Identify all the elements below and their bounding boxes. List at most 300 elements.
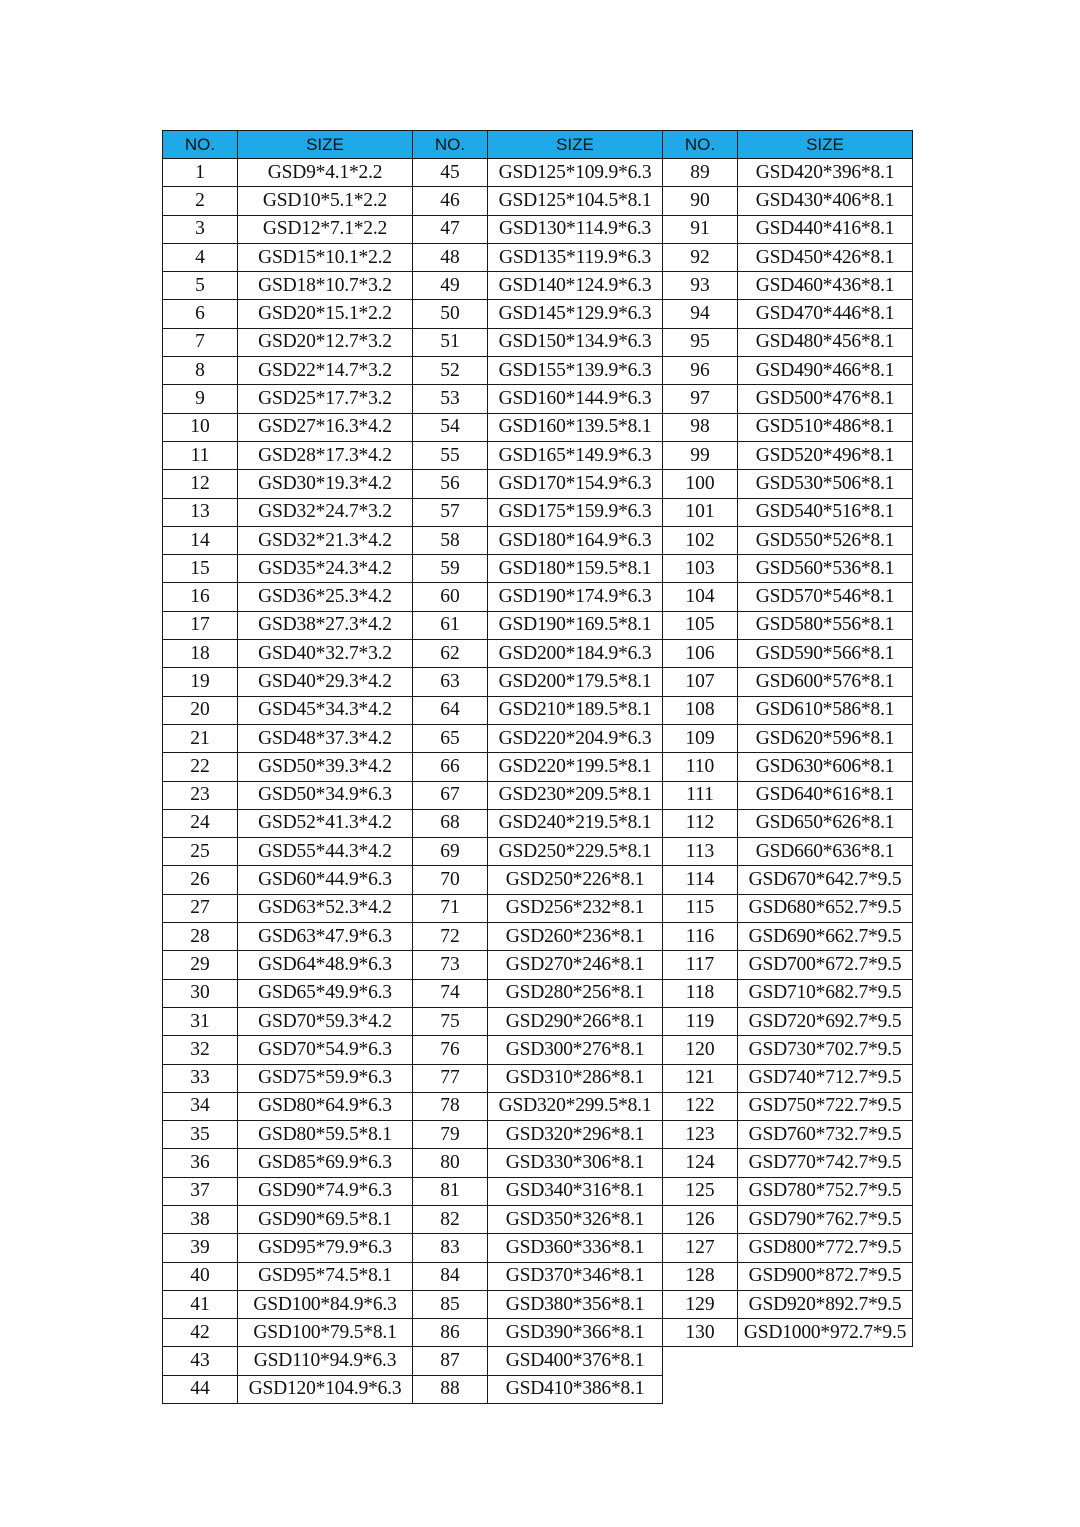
row-number: 94 <box>663 300 738 328</box>
row-number: 113 <box>663 838 738 866</box>
row-number: 4 <box>163 243 238 271</box>
table-row <box>413 441 663 469</box>
table-row <box>163 526 413 554</box>
row-number: 40 <box>163 1262 238 1290</box>
header-no: NO. <box>413 131 488 159</box>
row-number: 53 <box>413 385 488 413</box>
row-size: GSD370*346*8.1 <box>488 1262 663 1290</box>
row-size: GSD420*396*8.1 <box>738 159 913 187</box>
row-number: 34 <box>163 1092 238 1120</box>
table-row <box>413 187 663 215</box>
row-number: 58 <box>413 526 488 554</box>
table-row <box>413 809 663 837</box>
row-size: GSD220*204.9*6.3 <box>488 724 663 752</box>
row-number: 65 <box>413 724 488 752</box>
table-row <box>663 1036 913 1064</box>
row-size: GSD75*59.9*6.3 <box>238 1064 413 1092</box>
row-number: 63 <box>413 668 488 696</box>
table-row <box>663 583 913 611</box>
row-size: GSD490*466*8.1 <box>738 357 913 385</box>
row-number: 73 <box>413 951 488 979</box>
table-header-row <box>413 131 663 159</box>
row-size: GSD560*536*8.1 <box>738 555 913 583</box>
table-row <box>663 555 913 583</box>
row-number: 120 <box>663 1036 738 1064</box>
row-number: 130 <box>663 1319 738 1347</box>
table-row <box>163 611 413 639</box>
row-number: 104 <box>663 583 738 611</box>
row-number: 14 <box>163 526 238 554</box>
row-number: 6 <box>163 300 238 328</box>
table-row <box>663 1064 913 1092</box>
table-row <box>413 1064 663 1092</box>
row-size: GSD70*59.3*4.2 <box>238 1007 413 1035</box>
row-size: GSD9*4.1*2.2 <box>238 159 413 187</box>
row-size: GSD230*209.5*8.1 <box>488 781 663 809</box>
row-size: GSD48*37.3*4.2 <box>238 724 413 752</box>
row-size: GSD690*662.7*9.5 <box>738 923 913 951</box>
row-size: GSD540*516*8.1 <box>738 498 913 526</box>
row-size: GSD270*246*8.1 <box>488 951 663 979</box>
row-size: GSD36*25.3*4.2 <box>238 583 413 611</box>
table-row <box>413 243 663 271</box>
row-number: 80 <box>413 1149 488 1177</box>
table-row <box>163 441 413 469</box>
table-row <box>663 1149 913 1177</box>
row-size: GSD95*74.5*8.1 <box>238 1262 413 1290</box>
row-size: GSD460*436*8.1 <box>738 272 913 300</box>
table-row <box>663 951 913 979</box>
table-header-row <box>663 131 913 159</box>
row-number: 123 <box>663 1121 738 1149</box>
table-row <box>163 923 413 951</box>
row-number: 111 <box>663 781 738 809</box>
row-number: 96 <box>663 357 738 385</box>
row-number: 16 <box>163 583 238 611</box>
table-row <box>663 611 913 639</box>
row-size: GSD390*366*8.1 <box>488 1319 663 1347</box>
size-table <box>162 130 913 1404</box>
row-number: 78 <box>413 1092 488 1120</box>
row-number: 49 <box>413 272 488 300</box>
row-size: GSD210*189.5*8.1 <box>488 696 663 724</box>
row-number: 116 <box>663 923 738 951</box>
row-number: 8 <box>163 357 238 385</box>
table-row <box>663 272 913 300</box>
table-row <box>163 1121 413 1149</box>
row-size: GSD70*54.9*6.3 <box>238 1036 413 1064</box>
table-row <box>663 979 913 1007</box>
header-no: NO. <box>163 131 238 159</box>
size-table-block <box>412 130 663 1404</box>
row-number: 100 <box>663 470 738 498</box>
row-size: GSD760*732.7*9.5 <box>738 1121 913 1149</box>
table-row <box>413 640 663 668</box>
row-size: GSD12*7.1*2.2 <box>238 215 413 243</box>
table-row <box>663 753 913 781</box>
row-size: GSD1000*972.7*9.5 <box>738 1319 913 1347</box>
table-row <box>413 357 663 385</box>
row-size: GSD680*652.7*9.5 <box>738 894 913 922</box>
size-table-block <box>662 130 913 1347</box>
row-number: 11 <box>163 441 238 469</box>
table-row <box>163 243 413 271</box>
row-size: GSD28*17.3*4.2 <box>238 441 413 469</box>
table-row <box>163 1319 413 1347</box>
table-row <box>413 300 663 328</box>
row-size: GSD30*19.3*4.2 <box>238 470 413 498</box>
table-row <box>163 724 413 752</box>
row-number: 79 <box>413 1121 488 1149</box>
table-row <box>413 159 663 187</box>
table-row <box>413 1290 663 1318</box>
row-size: GSD125*104.5*8.1 <box>488 187 663 215</box>
row-size: GSD320*299.5*8.1 <box>488 1092 663 1120</box>
table-row <box>163 555 413 583</box>
table-row <box>663 1234 913 1262</box>
row-number: 108 <box>663 696 738 724</box>
row-size: GSD500*476*8.1 <box>738 385 913 413</box>
table-row <box>663 300 913 328</box>
table-row <box>163 1064 413 1092</box>
row-size: GSD20*15.1*2.2 <box>238 300 413 328</box>
row-size: GSD180*159.5*8.1 <box>488 555 663 583</box>
row-number: 62 <box>413 640 488 668</box>
row-number: 115 <box>663 894 738 922</box>
row-number: 124 <box>663 1149 738 1177</box>
table-row <box>663 1205 913 1233</box>
row-size: GSD63*52.3*4.2 <box>238 894 413 922</box>
row-number: 30 <box>163 979 238 1007</box>
table-row <box>663 1262 913 1290</box>
table-row <box>163 1234 413 1262</box>
table-row <box>663 159 913 187</box>
row-number: 45 <box>413 159 488 187</box>
row-number: 122 <box>663 1092 738 1120</box>
table-row <box>163 951 413 979</box>
row-number: 55 <box>413 441 488 469</box>
row-number: 69 <box>413 838 488 866</box>
table-row <box>663 1092 913 1120</box>
row-size: GSD50*34.9*6.3 <box>238 781 413 809</box>
table-row <box>663 243 913 271</box>
row-size: GSD250*226*8.1 <box>488 866 663 894</box>
row-size: GSD18*10.7*3.2 <box>238 272 413 300</box>
row-number: 74 <box>413 979 488 1007</box>
table-row <box>163 159 413 187</box>
row-number: 48 <box>413 243 488 271</box>
table-row <box>163 809 413 837</box>
table-row <box>163 583 413 611</box>
table-row <box>413 781 663 809</box>
row-number: 56 <box>413 470 488 498</box>
table-row <box>163 1262 413 1290</box>
row-number: 24 <box>163 809 238 837</box>
table-row <box>163 1036 413 1064</box>
row-number: 126 <box>663 1205 738 1233</box>
row-size: GSD580*556*8.1 <box>738 611 913 639</box>
row-size: GSD480*456*8.1 <box>738 328 913 356</box>
table-row <box>413 272 663 300</box>
table-row <box>663 696 913 724</box>
row-number: 129 <box>663 1290 738 1318</box>
table-row <box>663 498 913 526</box>
table-header-row <box>163 131 413 159</box>
row-number: 7 <box>163 328 238 356</box>
row-number: 119 <box>663 1007 738 1035</box>
row-size: GSD340*316*8.1 <box>488 1177 663 1205</box>
table-row <box>413 894 663 922</box>
row-size: GSD700*672.7*9.5 <box>738 951 913 979</box>
row-number: 5 <box>163 272 238 300</box>
table-row <box>413 1234 663 1262</box>
row-number: 29 <box>163 951 238 979</box>
row-number: 112 <box>663 809 738 837</box>
row-number: 20 <box>163 696 238 724</box>
row-number: 117 <box>663 951 738 979</box>
table-row <box>413 1036 663 1064</box>
row-size: GSD15*10.1*2.2 <box>238 243 413 271</box>
row-size: GSD10*5.1*2.2 <box>238 187 413 215</box>
row-number: 41 <box>163 1290 238 1318</box>
table-row <box>663 809 913 837</box>
row-number: 88 <box>413 1375 488 1403</box>
row-number: 51 <box>413 328 488 356</box>
row-number: 105 <box>663 611 738 639</box>
table-row <box>413 1007 663 1035</box>
table-row <box>163 668 413 696</box>
table-row <box>413 413 663 441</box>
row-number: 38 <box>163 1205 238 1233</box>
table-row <box>413 979 663 1007</box>
table-row <box>413 866 663 894</box>
row-number: 50 <box>413 300 488 328</box>
row-size: GSD310*286*8.1 <box>488 1064 663 1092</box>
row-number: 60 <box>413 583 488 611</box>
table-row <box>413 470 663 498</box>
row-size: GSD32*24.7*3.2 <box>238 498 413 526</box>
table-row <box>413 385 663 413</box>
table-row <box>663 413 913 441</box>
row-number: 28 <box>163 923 238 951</box>
table-row <box>413 951 663 979</box>
table-row <box>413 1375 663 1403</box>
row-number: 71 <box>413 894 488 922</box>
table-row <box>663 923 913 951</box>
table-row <box>413 753 663 781</box>
row-number: 127 <box>663 1234 738 1262</box>
row-number: 52 <box>413 357 488 385</box>
row-number: 101 <box>663 498 738 526</box>
table-row <box>413 1319 663 1347</box>
table-row <box>663 526 913 554</box>
row-size: GSD27*16.3*4.2 <box>238 413 413 441</box>
row-number: 106 <box>663 640 738 668</box>
row-size: GSD90*74.9*6.3 <box>238 1177 413 1205</box>
row-size: GSD600*576*8.1 <box>738 668 913 696</box>
row-number: 26 <box>163 866 238 894</box>
table-row <box>413 215 663 243</box>
row-size: GSD450*426*8.1 <box>738 243 913 271</box>
table-row <box>413 668 663 696</box>
row-number: 90 <box>663 187 738 215</box>
row-size: GSD40*29.3*4.2 <box>238 668 413 696</box>
row-size: GSD40*32.7*3.2 <box>238 640 413 668</box>
row-number: 118 <box>663 979 738 1007</box>
row-number: 85 <box>413 1290 488 1318</box>
table-row <box>663 1177 913 1205</box>
row-size: GSD95*79.9*6.3 <box>238 1234 413 1262</box>
table-row <box>663 328 913 356</box>
row-size: GSD130*114.9*6.3 <box>488 215 663 243</box>
row-number: 35 <box>163 1121 238 1149</box>
table-row <box>413 498 663 526</box>
row-size: GSD780*752.7*9.5 <box>738 1177 913 1205</box>
row-size: GSD710*682.7*9.5 <box>738 979 913 1007</box>
row-number: 72 <box>413 923 488 951</box>
row-number: 98 <box>663 413 738 441</box>
table-row <box>163 640 413 668</box>
row-size: GSD165*149.9*6.3 <box>488 441 663 469</box>
row-size: GSD110*94.9*6.3 <box>238 1347 413 1375</box>
row-size: GSD740*712.7*9.5 <box>738 1064 913 1092</box>
table-row <box>663 215 913 243</box>
row-number: 9 <box>163 385 238 413</box>
row-number: 89 <box>663 159 738 187</box>
row-number: 91 <box>663 215 738 243</box>
row-number: 31 <box>163 1007 238 1035</box>
table-row <box>413 1121 663 1149</box>
table-row <box>663 668 913 696</box>
row-number: 36 <box>163 1149 238 1177</box>
row-size: GSD170*154.9*6.3 <box>488 470 663 498</box>
row-number: 109 <box>663 724 738 752</box>
row-number: 59 <box>413 555 488 583</box>
row-number: 33 <box>163 1064 238 1092</box>
row-size: GSD350*326*8.1 <box>488 1205 663 1233</box>
table-row <box>413 1177 663 1205</box>
row-size: GSD610*586*8.1 <box>738 696 913 724</box>
row-size: GSD52*41.3*4.2 <box>238 809 413 837</box>
row-size: GSD220*199.5*8.1 <box>488 753 663 781</box>
row-size: GSD800*772.7*9.5 <box>738 1234 913 1262</box>
table-row <box>163 215 413 243</box>
row-number: 47 <box>413 215 488 243</box>
table-row <box>163 1092 413 1120</box>
row-size: GSD640*616*8.1 <box>738 781 913 809</box>
row-size: GSD360*336*8.1 <box>488 1234 663 1262</box>
row-size: GSD520*496*8.1 <box>738 441 913 469</box>
table-row <box>663 838 913 866</box>
row-size: GSD650*626*8.1 <box>738 809 913 837</box>
table-row <box>163 272 413 300</box>
table-row <box>163 838 413 866</box>
table-row <box>163 1007 413 1035</box>
table-row <box>163 1205 413 1233</box>
row-size: GSD32*21.3*4.2 <box>238 526 413 554</box>
row-number: 27 <box>163 894 238 922</box>
row-number: 2 <box>163 187 238 215</box>
row-number: 95 <box>663 328 738 356</box>
row-number: 22 <box>163 753 238 781</box>
row-size: GSD60*44.9*6.3 <box>238 866 413 894</box>
row-size: GSD280*256*8.1 <box>488 979 663 1007</box>
row-number: 18 <box>163 640 238 668</box>
row-size: GSD160*139.5*8.1 <box>488 413 663 441</box>
row-size: GSD145*129.9*6.3 <box>488 300 663 328</box>
row-number: 92 <box>663 243 738 271</box>
row-size: GSD900*872.7*9.5 <box>738 1262 913 1290</box>
row-number: 84 <box>413 1262 488 1290</box>
row-size: GSD200*179.5*8.1 <box>488 668 663 696</box>
header-size: SIZE <box>238 131 413 159</box>
row-number: 99 <box>663 441 738 469</box>
row-number: 70 <box>413 866 488 894</box>
table-row <box>163 866 413 894</box>
row-number: 23 <box>163 781 238 809</box>
table-row <box>663 640 913 668</box>
row-size: GSD38*27.3*4.2 <box>238 611 413 639</box>
table-row <box>163 1177 413 1205</box>
table-row <box>663 866 913 894</box>
row-number: 107 <box>663 668 738 696</box>
table-row <box>663 385 913 413</box>
table-row <box>663 724 913 752</box>
row-size: GSD410*386*8.1 <box>488 1375 663 1403</box>
row-size: GSD260*236*8.1 <box>488 923 663 951</box>
row-size: GSD80*59.5*8.1 <box>238 1121 413 1149</box>
row-number: 1 <box>163 159 238 187</box>
row-number: 54 <box>413 413 488 441</box>
row-size: GSD90*69.5*8.1 <box>238 1205 413 1233</box>
row-size: GSD175*159.9*6.3 <box>488 498 663 526</box>
row-size: GSD330*306*8.1 <box>488 1149 663 1177</box>
table-row <box>163 1375 413 1403</box>
row-size: GSD190*174.9*6.3 <box>488 583 663 611</box>
table-row <box>663 1319 913 1347</box>
header-size: SIZE <box>488 131 663 159</box>
row-size: GSD135*119.9*6.3 <box>488 243 663 271</box>
row-number: 102 <box>663 526 738 554</box>
row-number: 81 <box>413 1177 488 1205</box>
table-row <box>413 838 663 866</box>
table-row <box>663 1007 913 1035</box>
table-row <box>163 357 413 385</box>
row-size: GSD920*892.7*9.5 <box>738 1290 913 1318</box>
row-size: GSD320*296*8.1 <box>488 1121 663 1149</box>
row-size: GSD20*12.7*3.2 <box>238 328 413 356</box>
row-size: GSD630*606*8.1 <box>738 753 913 781</box>
row-number: 114 <box>663 866 738 894</box>
table-row <box>163 1149 413 1177</box>
row-size: GSD240*219.5*8.1 <box>488 809 663 837</box>
row-number: 61 <box>413 611 488 639</box>
table-row <box>413 555 663 583</box>
table-row <box>163 781 413 809</box>
row-size: GSD790*762.7*9.5 <box>738 1205 913 1233</box>
row-number: 86 <box>413 1319 488 1347</box>
row-size: GSD670*642.7*9.5 <box>738 866 913 894</box>
row-size: GSD750*722.7*9.5 <box>738 1092 913 1120</box>
table-row <box>663 1121 913 1149</box>
row-size: GSD530*506*8.1 <box>738 470 913 498</box>
row-number: 75 <box>413 1007 488 1035</box>
row-number: 3 <box>163 215 238 243</box>
row-size: GSD22*14.7*3.2 <box>238 357 413 385</box>
row-size: GSD64*48.9*6.3 <box>238 951 413 979</box>
row-size: GSD730*702.7*9.5 <box>738 1036 913 1064</box>
row-size: GSD55*44.3*4.2 <box>238 838 413 866</box>
